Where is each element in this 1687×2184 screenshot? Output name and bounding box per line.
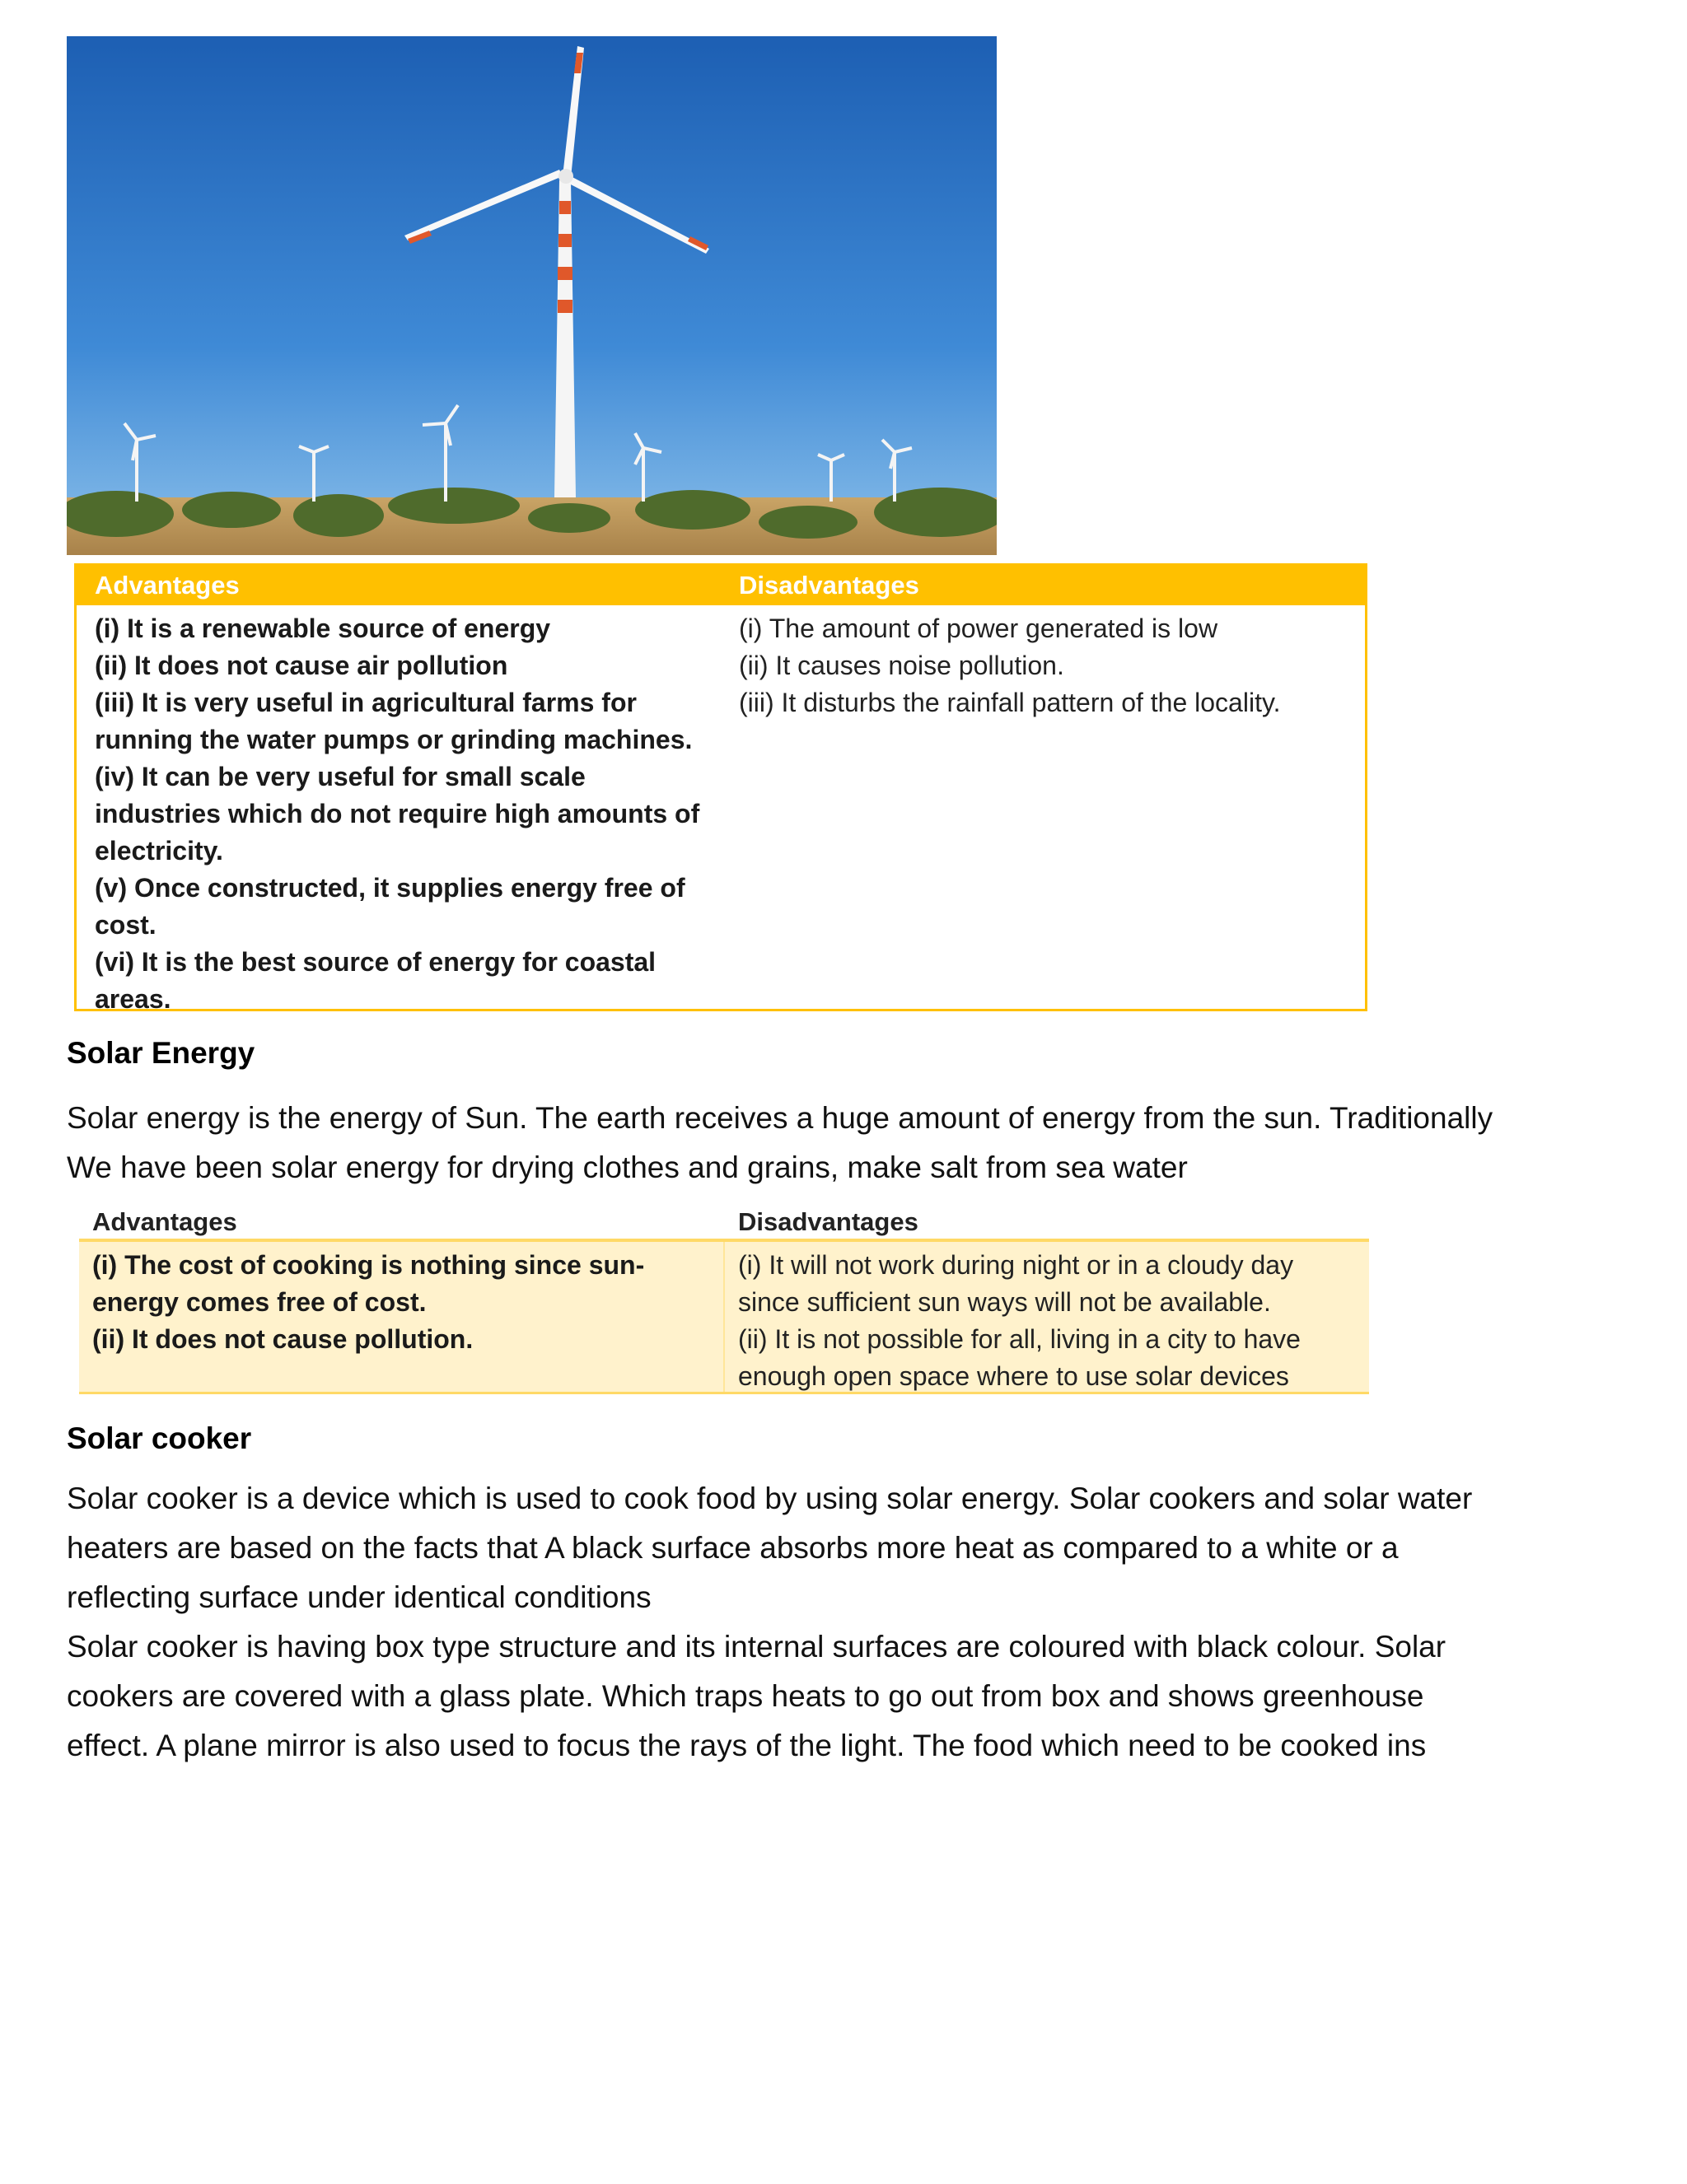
wind-turbine-photo: [67, 36, 997, 555]
wind-advantages-header: Advantages: [95, 571, 240, 600]
wind-advantages-list: [95, 610, 721, 1018]
list-item: (ii) It does not cause air pollution: [95, 651, 508, 680]
solar-energy-table: [79, 1202, 1369, 1393]
paragraph-line: effect. A plane mirror is also used to focus the rays of the light. The food which need to be cooked ins: [67, 1729, 1427, 1762]
list-item: (i) The cost of cooking is nothing since sun-: [92, 1250, 645, 1280]
paragraph-line: Solar cooker is a device which is used to cook food by using solar energy. Solar cookers and solar water: [67, 1482, 1473, 1515]
list-item: (iv) It can be very useful for small scale: [95, 762, 586, 791]
list-item: since sufficient sun ways will not be available.: [738, 1287, 1271, 1317]
paragraph-line: Solar cooker is having box type structure and its internal surfaces are coloured with black colour. Solar: [67, 1630, 1446, 1664]
list-item: (vi) It is the best source of energy for coastal: [95, 947, 657, 977]
list-item: (ii) It is not possible for all, living in a city to have: [738, 1324, 1301, 1354]
column-divider: [723, 1242, 725, 1392]
list-item: enough open space where to use solar devices: [738, 1361, 1289, 1391]
wind-disadvantages-header: Disadvantages: [739, 571, 919, 600]
list-item: (iii) It disturbs the rainfall pattern of the locality.: [739, 688, 1281, 717]
solar-table-header: [79, 1202, 1369, 1242]
list-item: (ii) It does not cause pollution.: [92, 1324, 474, 1354]
paragraph-line: reflecting surface under identical conditions: [67, 1580, 652, 1614]
list-item: running the water pumps or grinding machines.: [95, 725, 693, 754]
solar-energy-heading: Solar Energy: [67, 1036, 255, 1070]
list-item: (iii) It is very useful in agricultural farms for: [95, 688, 637, 717]
solar-disadvantages-list: [738, 1247, 1348, 1395]
paragraph-line: Solar energy is the energy of Sun. The earth receives a huge amount of energy from the sun. Traditionally: [67, 1101, 1493, 1135]
list-item: (i) It is a renewable source of energy: [95, 614, 551, 643]
list-item: electricity.: [95, 836, 223, 866]
wind-disadvantages-list: [739, 610, 1348, 721]
solar-advantages-header: Advantages: [92, 1207, 237, 1236]
paragraph-line: cookers are covered with a glass plate. Which traps heats to go out from box and shows greenhouse: [67, 1679, 1424, 1713]
solar-cooker-paragraph: [67, 1474, 1632, 1771]
list-item: (v) Once constructed, it supplies energy free of: [95, 873, 685, 903]
paragraph-line: heaters are based on the facts that A black surface absorbs more heat as compared to a white or a: [67, 1531, 1399, 1565]
wind-table-header: [77, 566, 1365, 605]
list-item: areas.: [95, 984, 171, 1014]
list-item: (i) It will not work during night or in a cloudy day: [738, 1250, 1294, 1280]
solar-advantages-list: [92, 1247, 718, 1358]
list-item: energy comes free of cost.: [92, 1287, 427, 1317]
list-item: (i) The amount of power generated is low: [739, 614, 1218, 643]
list-item: cost.: [95, 910, 157, 940]
solar-energy-paragraph: [67, 1094, 1632, 1192]
paragraph-line: We have been solar energy for drying clothes and grains, make salt from sea water: [67, 1150, 1188, 1184]
solar-disadvantages-header: Disadvantages: [738, 1207, 918, 1236]
list-item: industries which do not require high amounts of: [95, 799, 700, 828]
wind-energy-table: [74, 563, 1367, 1014]
solar-cooker-heading: Solar cooker: [67, 1421, 252, 1455]
list-item: (ii) It causes noise pollution.: [739, 651, 1064, 680]
